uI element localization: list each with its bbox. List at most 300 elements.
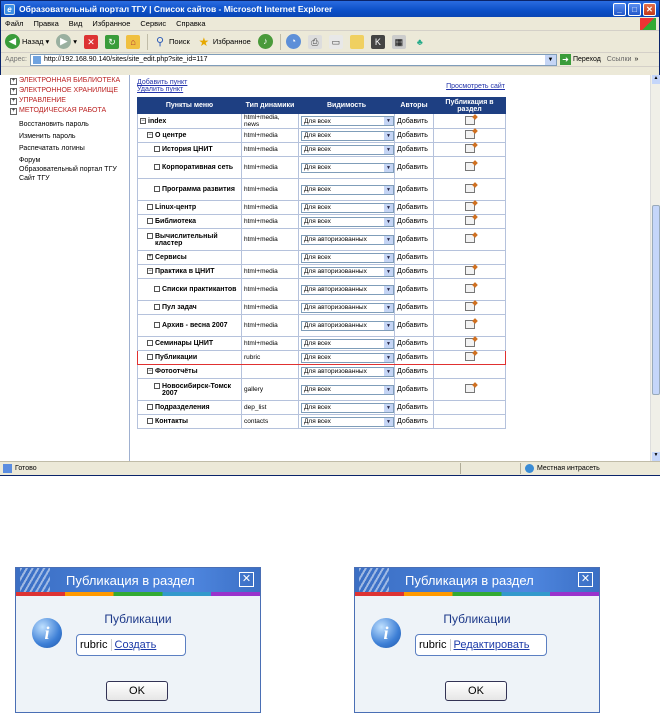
visibility-value: Для всех <box>304 386 331 393</box>
status-divider <box>460 463 461 474</box>
menu-file[interactable]: Файл <box>5 19 24 28</box>
item-name-cell <box>138 379 242 401</box>
add-author-link[interactable]: Добавить <box>395 215 434 229</box>
view-site-link[interactable]: Просмотреть сайт <box>446 83 505 90</box>
dialog-heading: Публикации <box>443 612 511 626</box>
publish-edit-icon[interactable] <box>465 202 475 211</box>
column-header: Тип динамики <box>242 98 299 114</box>
visibility-cell <box>299 379 395 401</box>
publish-edit-icon[interactable] <box>465 116 475 125</box>
visibility-value: Для всех <box>304 186 331 193</box>
item-label[interactable]: Публикации <box>155 354 198 361</box>
scroll-up-icon[interactable]: ▲ <box>652 75 660 84</box>
menu-favorites[interactable]: Избранное <box>92 19 131 28</box>
visibility-select[interactable] <box>301 403 394 413</box>
toolbar-separator <box>147 34 148 50</box>
add-author-link[interactable]: Добавить <box>395 114 434 129</box>
chevron-down-icon[interactable]: ▼ <box>384 146 393 154</box>
item-label[interactable]: Новосибирск-Томск 2007 <box>162 382 232 397</box>
item-name <box>140 218 239 225</box>
toolbar-separator <box>280 34 281 50</box>
item-label[interactable]: Вычислительный кластер <box>155 232 218 247</box>
add-author-link[interactable]: Добавить <box>395 129 434 143</box>
table-row[interactable] <box>138 279 506 301</box>
publish-edit-icon[interactable] <box>465 320 475 329</box>
item-label[interactable]: Семинары ЦНИТ <box>155 340 214 347</box>
status-divider <box>520 463 521 474</box>
messenger-button[interactable] <box>413 35 427 49</box>
sidebar-item-label: ЭЛЕКТРОННОЕ ХРАНИЛИЩЕ <box>19 87 119 94</box>
add-author-link[interactable]: Добавить <box>395 365 434 379</box>
publish-edit-icon[interactable] <box>465 338 475 347</box>
home-icon: ⌂ <box>126 35 140 49</box>
item-name-cell <box>138 157 242 179</box>
add-author-link[interactable]: Добавить <box>395 337 434 351</box>
address-label: Адрес: <box>5 56 27 63</box>
add-author-link[interactable]: Добавить <box>395 201 434 215</box>
visibility-value: Для всех <box>304 418 331 425</box>
collapse-icon[interactable]: − <box>148 368 152 374</box>
checkbox-icon[interactable] <box>147 354 153 360</box>
toolbar <box>1 31 659 53</box>
visibility-select[interactable] <box>301 385 394 395</box>
sidebar-link-print-logins[interactable]: Распечатать логины <box>19 145 85 152</box>
add-author-link[interactable]: Добавить <box>395 351 434 365</box>
item-name-cell <box>138 337 242 351</box>
create-link[interactable]: Создать <box>114 639 157 651</box>
visibility-cell <box>299 229 395 251</box>
address-input[interactable] <box>30 54 557 66</box>
table-row[interactable] <box>138 301 506 315</box>
item-label[interactable]: О центре <box>155 132 187 139</box>
page-done-icon <box>3 464 12 473</box>
chevron-down-icon[interactable]: ▼ <box>384 204 393 212</box>
item-name <box>140 132 239 139</box>
visibility-value: Для всех <box>304 164 331 171</box>
visibility-select[interactable] <box>301 353 394 363</box>
item-name <box>140 304 239 311</box>
collapse-icon[interactable]: − <box>141 117 145 124</box>
checkbox-icon[interactable] <box>154 322 160 328</box>
dynamics-type-cell: html+media <box>242 129 299 143</box>
sidebar-link-forum[interactable]: Форум <box>19 157 41 164</box>
table-body <box>138 114 506 429</box>
table-row[interactable] <box>138 401 506 415</box>
star-icon: ★ <box>198 34 210 49</box>
item-name-cell <box>138 143 242 157</box>
table-row[interactable] <box>138 157 506 179</box>
visibility-select[interactable] <box>301 267 394 277</box>
edit-button[interactable] <box>329 35 343 49</box>
visibility-cell <box>299 279 395 301</box>
publish-cell <box>434 201 506 215</box>
rubric-value: rubric <box>419 639 451 651</box>
table-row[interactable] <box>138 379 506 401</box>
ok-button[interactable]: OK <box>445 681 507 701</box>
visibility-value: Для авторизованных <box>304 268 367 275</box>
chevron-down-icon[interactable]: ▼ <box>384 236 393 244</box>
home-button[interactable] <box>126 35 140 49</box>
table-row[interactable] <box>138 215 506 229</box>
menu-items-table <box>137 97 506 429</box>
checkbox-icon[interactable] <box>154 286 160 292</box>
item-label[interactable]: Списки практикантов <box>162 286 237 293</box>
add-author-link[interactable]: Добавить <box>395 265 434 279</box>
table-row[interactable] <box>138 129 506 143</box>
chevron-down-icon[interactable]: ▼ <box>384 254 393 262</box>
k-tool-icon: K <box>371 35 385 49</box>
go-button[interactable] <box>560 54 601 65</box>
publish-edit-icon[interactable] <box>465 234 475 243</box>
item-label[interactable]: Архив - весна 2007 <box>162 322 228 329</box>
vertical-scrollbar[interactable] <box>650 75 660 461</box>
item-label[interactable]: Корпоративная сеть <box>162 164 234 171</box>
visibility-select[interactable] <box>301 367 394 377</box>
publish-edit-icon[interactable] <box>465 184 475 193</box>
visibility-value: Для всех <box>304 354 331 361</box>
sidebar-link-tsu-site[interactable]: Сайт ТГУ <box>19 175 50 182</box>
add-author-link[interactable]: Добавить <box>395 251 434 265</box>
publish-cell <box>434 315 506 337</box>
back-dropdown-icon[interactable]: ▾ <box>45 37 50 46</box>
checkbox-icon[interactable] <box>154 304 160 310</box>
visibility-select[interactable] <box>301 321 394 331</box>
add-author-link[interactable]: Добавить <box>395 379 434 401</box>
checkbox-icon[interactable] <box>147 218 153 224</box>
item-name <box>140 146 239 153</box>
visibility-select[interactable] <box>301 235 394 245</box>
address-bar <box>1 53 659 67</box>
chevron-down-icon[interactable]: ▼ <box>384 404 393 412</box>
publish-dialog-edit <box>354 567 600 713</box>
table-row[interactable] <box>138 351 506 365</box>
add-author-link[interactable]: Добавить <box>395 415 434 429</box>
dynamics-type-cell: gallery <box>242 379 299 401</box>
sidebar-link-change-password[interactable]: Изменить пароль <box>19 133 76 140</box>
sidebar-item-label: УПРАВЛЕНИЕ <box>19 97 66 104</box>
checkbox-icon[interactable] <box>147 233 153 239</box>
back-label: Назад <box>22 37 44 46</box>
item-label[interactable]: История ЦНИТ <box>162 146 213 153</box>
search-button[interactable] <box>153 35 190 49</box>
close-icon[interactable]: ✕ <box>578 572 593 587</box>
visibility-select[interactable] <box>301 339 394 349</box>
visibility-select[interactable] <box>301 253 394 263</box>
column-header: Видимость <box>299 98 395 114</box>
security-zone <box>525 464 600 473</box>
dynamics-type-cell: rubric <box>242 351 299 365</box>
chevron-down-icon[interactable]: ▼ <box>384 340 393 348</box>
visibility-select[interactable] <box>301 303 394 313</box>
publish-cell <box>434 157 506 179</box>
visibility-cell <box>299 415 395 429</box>
item-label[interactable]: Библиотека <box>155 218 197 225</box>
publish-edit-icon[interactable] <box>465 302 475 311</box>
expand-icon[interactable]: + <box>11 108 16 114</box>
sidebar-item-management[interactable] <box>0 97 129 105</box>
item-label[interactable]: Практика в ЦНИТ <box>155 268 215 275</box>
visibility-cell <box>299 301 395 315</box>
chevron-down-icon[interactable]: ▼ <box>384 117 393 125</box>
maximize-button[interactable]: □ <box>628 3 641 16</box>
address-url: http://192.168.90.140/sites/site_edit.php?site_id=117 <box>43 56 208 63</box>
chevron-down-icon[interactable]: ▼ <box>384 322 393 330</box>
chevron-down-icon[interactable]: ▼ <box>384 304 393 312</box>
windows-logo-icon <box>640 18 656 30</box>
checkbox-icon[interactable] <box>147 204 153 210</box>
checkbox-icon[interactable] <box>147 340 153 346</box>
delete-item-link[interactable]: Удалить пункт <box>137 86 184 93</box>
expand-icon[interactable]: + <box>11 98 16 104</box>
ok-button[interactable]: OK <box>106 681 168 701</box>
publish-edit-icon[interactable] <box>465 266 475 275</box>
menu-view[interactable]: Вид <box>68 19 83 28</box>
visibility-select[interactable] <box>301 217 394 227</box>
print-button[interactable] <box>308 35 322 49</box>
chevron-right-icon[interactable]: » <box>634 56 639 63</box>
item-name-cell <box>138 229 242 251</box>
close-button[interactable]: ✕ <box>643 3 656 16</box>
visibility-cell <box>299 337 395 351</box>
chevron-down-icon[interactable]: ▼ <box>384 164 393 172</box>
address-dropdown-icon[interactable]: ▼ <box>545 55 556 65</box>
table-row[interactable] <box>138 415 506 429</box>
item-name-cell <box>138 114 242 129</box>
chevron-down-icon[interactable]: ▼ <box>384 418 393 426</box>
menu-help[interactable]: Справка <box>176 19 206 28</box>
visibility-value: Для всех <box>304 132 331 139</box>
rubric-field <box>76 634 186 656</box>
table-row[interactable] <box>138 229 506 251</box>
publish-cell <box>434 379 506 401</box>
publish-cell <box>434 179 506 201</box>
dialog-title: Публикация в раздел <box>66 572 195 588</box>
dynamics-type-cell: contacts <box>242 415 299 429</box>
publish-cell <box>434 143 506 157</box>
table-row[interactable] <box>138 365 506 379</box>
item-label[interactable]: Сервисы <box>155 254 187 261</box>
visibility-select[interactable] <box>301 285 394 295</box>
refresh-button[interactable] <box>105 35 119 49</box>
expand-icon[interactable]: + <box>11 78 16 84</box>
favorites-label: Избранное <box>212 37 251 46</box>
table-row[interactable] <box>138 251 506 265</box>
publish-edit-icon[interactable] <box>465 216 475 225</box>
sidebar <box>0 75 130 461</box>
sidebar-item-methodical[interactable] <box>0 107 129 115</box>
edit-link[interactable]: Редактировать <box>453 639 530 651</box>
dynamics-type-cell: html+media <box>242 143 299 157</box>
table-row[interactable] <box>138 201 506 215</box>
stop-button[interactable] <box>84 35 98 49</box>
item-name-cell <box>138 365 242 379</box>
item-name <box>140 118 239 125</box>
history-icon: ◔ <box>286 34 301 49</box>
item-label[interactable]: Фотоотчёты <box>155 368 198 375</box>
column-header: Публикация в раздел <box>434 98 506 114</box>
visibility-select[interactable] <box>301 203 394 213</box>
item-label[interactable]: Контакты <box>155 418 189 425</box>
visibility-cell <box>299 215 395 229</box>
publish-cell <box>434 279 506 301</box>
visibility-select[interactable] <box>301 145 394 155</box>
table-row[interactable] <box>138 179 506 201</box>
visibility-select[interactable] <box>301 131 394 141</box>
chevron-down-icon[interactable]: ▼ <box>384 132 393 140</box>
chevron-down-icon[interactable]: ▼ <box>384 268 393 276</box>
favorites-button[interactable] <box>197 35 251 49</box>
table-row[interactable] <box>138 114 506 129</box>
table-row[interactable] <box>138 143 506 157</box>
item-name <box>140 268 239 275</box>
checkbox-icon[interactable] <box>154 146 160 152</box>
visibility-value: Для всех <box>304 146 331 153</box>
visibility-cell <box>299 251 395 265</box>
scroll-down-icon[interactable]: ▼ <box>652 452 660 461</box>
item-label[interactable]: Linux-центр <box>155 204 197 211</box>
publish-edit-icon[interactable] <box>465 130 475 139</box>
checkbox-icon[interactable] <box>147 404 153 410</box>
item-name-cell <box>138 351 242 365</box>
sidebar-item-storage[interactable] <box>0 87 129 95</box>
visibility-cell <box>299 201 395 215</box>
menu-edit[interactable]: Правка <box>33 19 59 28</box>
minimize-button[interactable]: _ <box>613 3 626 16</box>
forward-button[interactable] <box>56 34 77 49</box>
forward-arrow-icon: ▶ <box>56 34 71 49</box>
search-label: Поиск <box>169 37 190 46</box>
item-label[interactable]: Подразделения <box>155 404 210 411</box>
media-button[interactable] <box>258 34 273 49</box>
checkbox-icon[interactable] <box>154 164 160 170</box>
table-header <box>138 98 506 114</box>
publish-cell <box>434 129 506 143</box>
chevron-down-icon[interactable]: ▼ <box>384 286 393 294</box>
menu-tools[interactable]: Сервис <box>140 19 167 28</box>
visibility-select[interactable] <box>301 116 394 126</box>
page-content <box>0 75 650 461</box>
add-item-link[interactable]: Добавить пункт <box>137 79 188 86</box>
add-author-link[interactable]: Добавить <box>395 157 434 179</box>
research-button[interactable] <box>392 35 406 49</box>
visibility-cell <box>299 265 395 279</box>
chevron-down-icon[interactable]: ▼ <box>384 218 393 226</box>
chevron-down-icon[interactable]: ▼ <box>384 368 393 376</box>
research-icon: ▦ <box>392 35 406 49</box>
checkbox-icon[interactable] <box>154 383 160 389</box>
folder-button[interactable] <box>350 35 364 49</box>
item-name-cell <box>138 201 242 215</box>
publish-edit-icon[interactable] <box>465 144 475 153</box>
printer-icon: ⎙ <box>308 35 322 49</box>
go-arrow-icon: ➜ <box>560 54 571 65</box>
expand-icon[interactable]: + <box>11 88 16 94</box>
dialog-heading: Публикации <box>104 612 172 626</box>
sidebar-link-restore-password[interactable]: Восстановить пароль <box>19 121 89 128</box>
links-button[interactable]: Ссылки <box>606 56 632 63</box>
sidebar-item-library[interactable] <box>0 77 129 85</box>
publish-dialog-create <box>15 567 261 713</box>
checkbox-icon[interactable] <box>147 418 153 424</box>
item-name <box>140 233 239 247</box>
ie-icon: e <box>4 4 15 15</box>
dynamics-type-cell: html+media <box>242 215 299 229</box>
history-button[interactable] <box>286 34 301 49</box>
dynamics-type-cell: html+media <box>242 301 299 315</box>
publish-cell <box>434 229 506 251</box>
publish-cell <box>434 301 506 315</box>
add-author-link[interactable]: Добавить <box>395 315 434 337</box>
visibility-select[interactable] <box>301 185 394 195</box>
chevron-down-icon[interactable]: ▼ <box>384 354 393 362</box>
item-name-cell <box>138 279 242 301</box>
expand-icon[interactable]: + <box>148 254 152 260</box>
add-author-link[interactable]: Добавить <box>395 279 434 301</box>
add-author-link[interactable]: Добавить <box>395 143 434 157</box>
dynamics-type-cell: html+media <box>242 337 299 351</box>
collapse-icon[interactable]: − <box>148 268 152 274</box>
dynamics-type-cell: html+media <box>242 179 299 201</box>
scroll-thumb[interactable] <box>652 205 660 395</box>
table-row[interactable] <box>138 265 506 279</box>
item-name-cell <box>138 415 242 429</box>
visibility-value: Для всех <box>304 218 331 225</box>
publish-edit-icon[interactable] <box>465 352 475 361</box>
visibility-value: Для всех <box>304 404 331 411</box>
close-icon[interactable]: ✕ <box>239 572 254 587</box>
item-label[interactable]: index <box>148 117 167 125</box>
add-author-link[interactable]: Добавить <box>395 401 434 415</box>
visibility-select[interactable] <box>301 417 394 427</box>
back-arrow-icon: ◀ <box>5 34 20 49</box>
item-name-cell <box>138 301 242 315</box>
visibility-value: Для авторизованных <box>304 322 367 329</box>
item-label[interactable]: Пул задач <box>162 304 197 311</box>
status-text: Готово <box>15 465 37 472</box>
info-icon: i <box>32 618 62 648</box>
back-button[interactable] <box>5 34 49 49</box>
publish-edit-icon[interactable] <box>465 162 475 171</box>
add-author-link[interactable]: Добавить <box>395 301 434 315</box>
add-author-link[interactable]: Добавить <box>395 229 434 251</box>
visibility-value: Для авторизованных <box>304 286 367 293</box>
dialog-title-bar <box>355 568 599 592</box>
collapse-icon[interactable]: − <box>148 132 152 138</box>
publish-edit-icon[interactable] <box>465 384 475 393</box>
forward-dropdown-icon[interactable]: ▾ <box>73 37 78 46</box>
checkbox-icon[interactable] <box>154 186 160 192</box>
table-row[interactable] <box>138 337 506 351</box>
column-header: Авторы <box>395 98 434 114</box>
publish-edit-icon[interactable] <box>465 284 475 293</box>
sidebar-link-portal[interactable]: Образовательный портал ТГУ <box>19 166 117 173</box>
add-author-link[interactable]: Добавить <box>395 179 434 201</box>
visibility-cell <box>299 129 395 143</box>
table-row[interactable] <box>138 315 506 337</box>
chevron-down-icon[interactable]: ▼ <box>384 186 393 194</box>
info-icon: i <box>371 618 401 648</box>
visibility-select[interactable] <box>301 163 394 173</box>
visibility-value: Для всех <box>304 204 331 211</box>
rubric-value: rubric <box>80 639 112 651</box>
item-name-cell <box>138 401 242 415</box>
item-label[interactable]: Программа развития <box>162 186 235 193</box>
page-icon <box>33 56 41 64</box>
chevron-down-icon[interactable]: ▼ <box>384 386 393 394</box>
tool-k-button[interactable] <box>371 35 385 49</box>
item-name <box>140 322 239 329</box>
dialog-color-stripe <box>355 592 599 596</box>
